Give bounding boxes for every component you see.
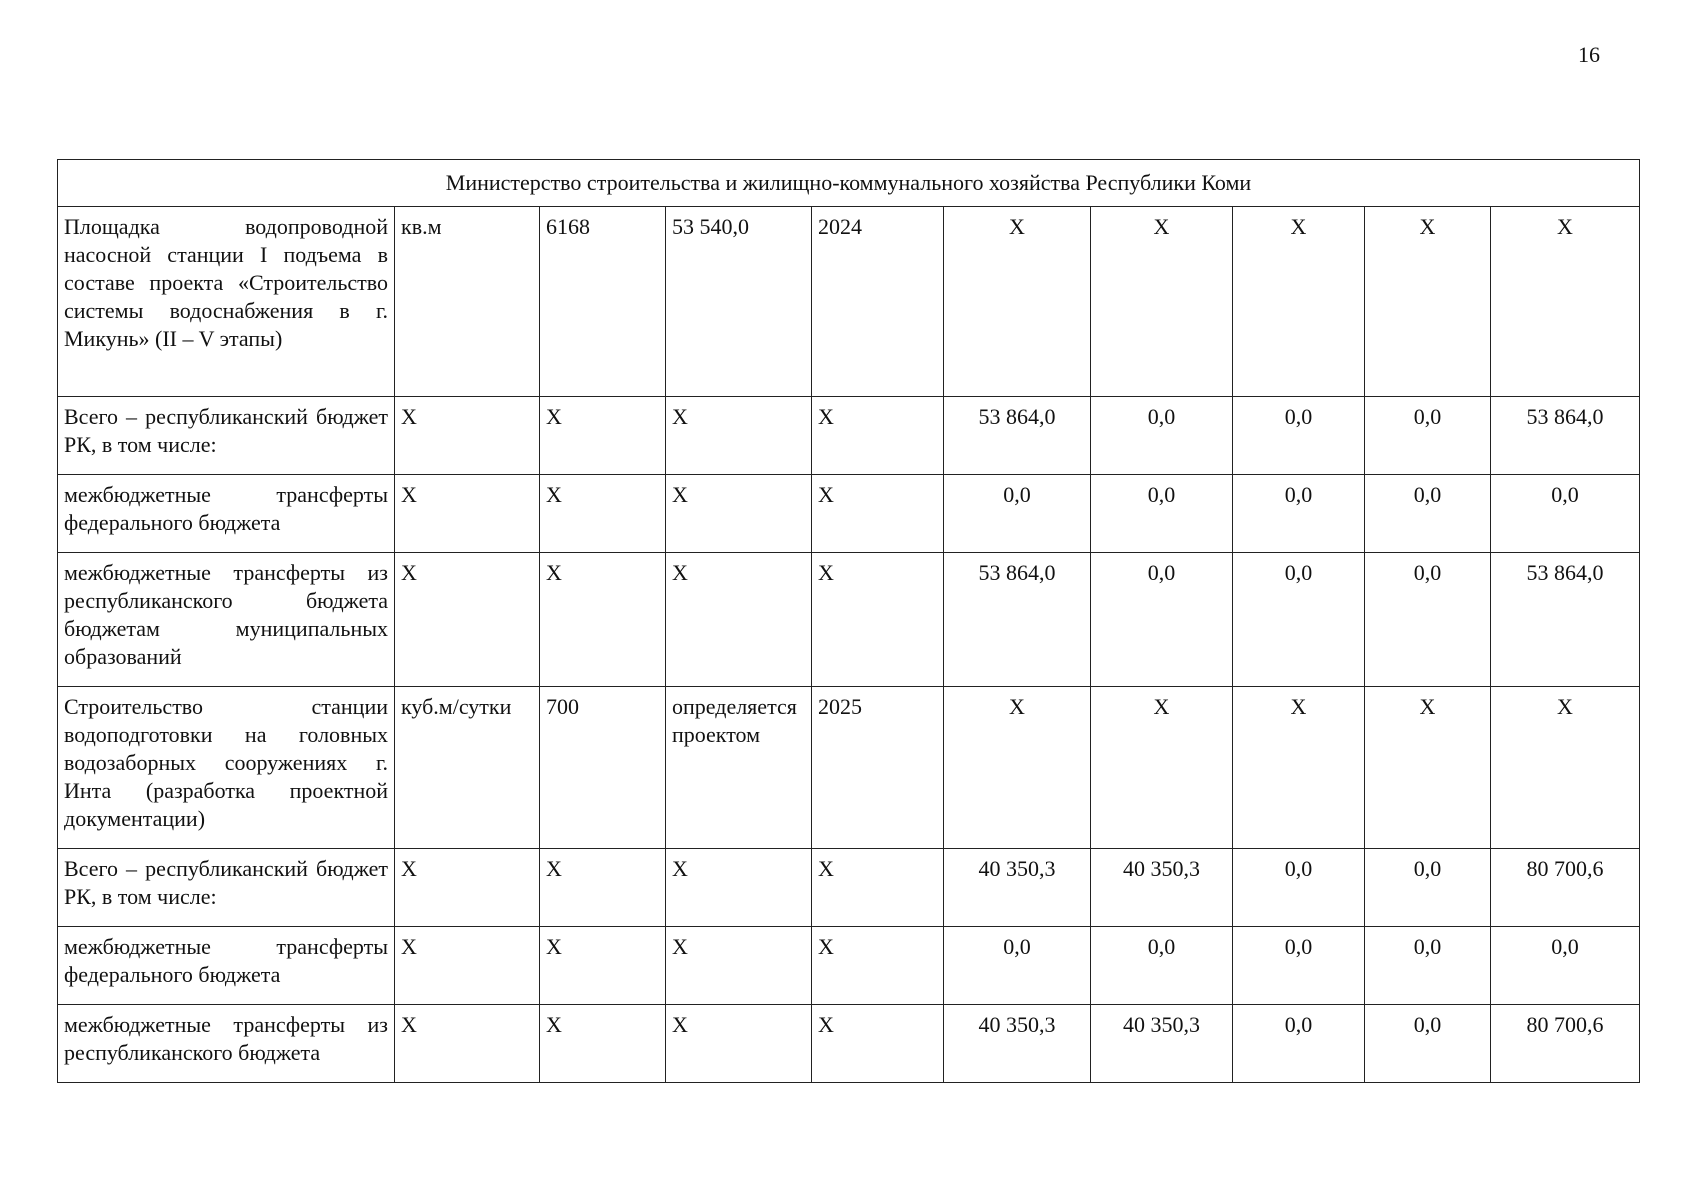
year-cell: 2024 — [812, 207, 944, 397]
year-cell: X — [812, 475, 944, 553]
value-cell-3: 0,0 — [1233, 553, 1365, 687]
value-cell-1: 40 350,3 — [944, 849, 1091, 927]
unit-cell: X — [395, 397, 540, 475]
year-cell: X — [812, 1005, 944, 1083]
unit-cell: X — [395, 1005, 540, 1083]
value-cell-4: 0,0 — [1365, 927, 1491, 1005]
value-cell-1: 53 864,0 — [944, 553, 1091, 687]
cost-cell: определяется проектом — [666, 687, 812, 849]
value-cell-5: 53 864,0 — [1491, 397, 1640, 475]
value-cell-3: X — [1233, 207, 1365, 397]
row-description: Всего – республиканский бюджет РК, в том числе: — [58, 397, 395, 475]
value-cell-4: X — [1365, 207, 1491, 397]
value-cell-3: 0,0 — [1233, 1005, 1365, 1083]
value-cell-1: 0,0 — [944, 927, 1091, 1005]
table-row — [58, 397, 1640, 475]
cost-cell: X — [666, 1005, 812, 1083]
row-description: Всего – республиканский бюджет РК, в том числе: — [58, 849, 395, 927]
year-cell: 2025 — [812, 687, 944, 849]
row-description: Площадка водопроводной насосной станции I подъема в составе проекта «Строительство системы водоснабжения в г. Микунь» (II – V этапы) — [58, 207, 395, 397]
capacity-cell: X — [540, 475, 666, 553]
capacity-cell: X — [540, 397, 666, 475]
value-cell-2: 0,0 — [1091, 927, 1233, 1005]
value-cell-3: X — [1233, 687, 1365, 849]
row-description: межбюджетные трансферты из республиканского бюджета бюджетам муниципальных образований — [58, 553, 395, 687]
value-cell-2: X — [1091, 687, 1233, 849]
row-description: межбюджетные трансферты федерального бюджета — [58, 475, 395, 553]
page-number: 16 — [1578, 42, 1600, 67]
value-cell-3: 0,0 — [1233, 397, 1365, 475]
value-cell-2: 40 350,3 — [1091, 849, 1233, 927]
value-cell-2: 40 350,3 — [1091, 1005, 1233, 1083]
year-cell: X — [812, 553, 944, 687]
table-row — [58, 1005, 1640, 1083]
table-row — [58, 475, 1640, 553]
value-cell-5: X — [1491, 207, 1640, 397]
cost-cell: X — [666, 927, 812, 1005]
value-cell-5: 80 700,6 — [1491, 849, 1640, 927]
value-cell-1: X — [944, 207, 1091, 397]
table-row — [58, 927, 1640, 1005]
table-row — [58, 687, 1640, 849]
year-cell: X — [812, 849, 944, 927]
budget-table — [57, 159, 1640, 1083]
ministry-header: Министерство строительства и жилищно-коммунального хозяйства Республики Коми — [58, 160, 1640, 207]
value-cell-2: 0,0 — [1091, 475, 1233, 553]
unit-cell: X — [395, 849, 540, 927]
value-cell-5: 53 864,0 — [1491, 553, 1640, 687]
value-cell-4: 0,0 — [1365, 475, 1491, 553]
capacity-cell: X — [540, 849, 666, 927]
value-cell-5: 80 700,6 — [1491, 1005, 1640, 1083]
value-cell-4: 0,0 — [1365, 849, 1491, 927]
row-description: межбюджетные трансферты из республиканского бюджета — [58, 1005, 395, 1083]
row-description: межбюджетные трансферты федерального бюджета — [58, 927, 395, 1005]
cost-cell: X — [666, 553, 812, 687]
cost-cell: X — [666, 475, 812, 553]
row-description: Строительство станции водоподготовки на головных водозаборных сооружениях г. Инта (разработка проектной документации) — [58, 687, 395, 849]
cost-cell: X — [666, 397, 812, 475]
value-cell-1: X — [944, 687, 1091, 849]
unit-cell: кв.м — [395, 207, 540, 397]
capacity-cell: 700 — [540, 687, 666, 849]
value-cell-2: X — [1091, 207, 1233, 397]
value-cell-4: 0,0 — [1365, 1005, 1491, 1083]
value-cell-3: 0,0 — [1233, 475, 1365, 553]
cost-cell: X — [666, 849, 812, 927]
value-cell-2: 0,0 — [1091, 553, 1233, 687]
value-cell-3: 0,0 — [1233, 927, 1365, 1005]
cost-cell: 53 540,0 — [666, 207, 812, 397]
capacity-cell: X — [540, 553, 666, 687]
value-cell-5: X — [1491, 687, 1640, 849]
value-cell-4: 0,0 — [1365, 553, 1491, 687]
value-cell-1: 40 350,3 — [944, 1005, 1091, 1083]
value-cell-4: X — [1365, 687, 1491, 849]
table-row — [58, 553, 1640, 687]
value-cell-1: 53 864,0 — [944, 397, 1091, 475]
value-cell-5: 0,0 — [1491, 475, 1640, 553]
value-cell-4: 0,0 — [1365, 397, 1491, 475]
year-cell: X — [812, 927, 944, 1005]
table-header-row — [58, 160, 1640, 207]
value-cell-2: 0,0 — [1091, 397, 1233, 475]
value-cell-1: 0,0 — [944, 475, 1091, 553]
capacity-cell: X — [540, 927, 666, 1005]
year-cell: X — [812, 397, 944, 475]
value-cell-5: 0,0 — [1491, 927, 1640, 1005]
unit-cell: X — [395, 927, 540, 1005]
capacity-cell: 6168 — [540, 207, 666, 397]
value-cell-3: 0,0 — [1233, 849, 1365, 927]
capacity-cell: X — [540, 1005, 666, 1083]
table-row — [58, 207, 1640, 397]
unit-cell: X — [395, 475, 540, 553]
unit-cell: куб.м/сутки — [395, 687, 540, 849]
table-row — [58, 849, 1640, 927]
unit-cell: X — [395, 553, 540, 687]
